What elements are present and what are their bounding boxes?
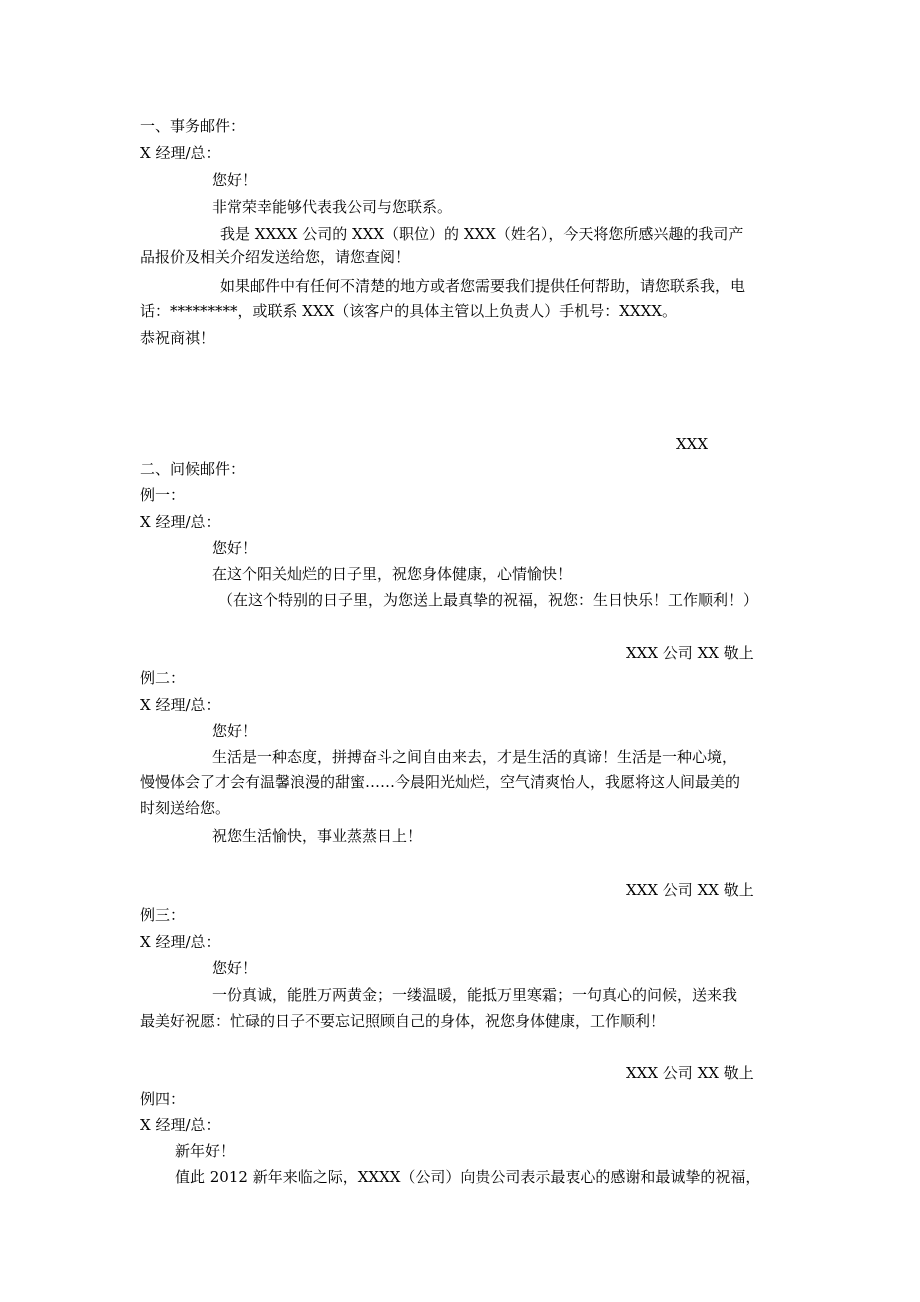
salutation: X 经理/总： (140, 696, 221, 714)
greeting: 您好！ (212, 959, 258, 977)
example-label: 例三： (140, 906, 186, 924)
salutation: X 经理/总： (140, 513, 221, 531)
paragraph: 品报价及相关介绍发送给您，请您查阅！ (140, 248, 411, 266)
example-label: 例二： (140, 669, 186, 687)
section-heading: 一、事务邮件： (140, 117, 246, 135)
example-label: 例一： (140, 486, 186, 504)
signature: XXX 公司 XX 敬上 (626, 881, 754, 899)
salutation: X 经理/总： (140, 933, 221, 951)
greeting: 您好！ (212, 722, 258, 740)
paragraph: 非常荣幸能够代表我公司与您联系。 (212, 198, 453, 216)
signature: XXX 公司 XX 敬上 (626, 1064, 754, 1082)
paragraph: 值此 2012 新年来临之际，XXXX（公司）向贵公司表示最衷心的感谢和最诚挚的祝福， (175, 1168, 761, 1186)
paragraph: 一份真诚，能胜万两黄金；一缕温暖，能抵万里寒霜；一句真心的问候，送来我 (212, 986, 738, 1004)
greeting: 您好！ (212, 539, 258, 557)
salutation: X 经理/总： (140, 144, 221, 162)
paragraph: 在这个阳关灿烂的日子里，祝您身体健康，心情愉快！ (212, 565, 573, 583)
greeting: 您好！ (212, 171, 258, 189)
paragraph: 我是 XXXX 公司的 XXX（职位）的 XXX（姓名），今天将您所感兴趣的我司产 (220, 225, 744, 243)
paragraph: 祝您生活愉快，事业蒸蒸日上！ (212, 827, 423, 845)
paragraph: 如果邮件中有任何不清楚的地方或者您需要我们提供任何帮助，请您联系我，电 (220, 277, 746, 295)
paragraph: 最美好祝愿：忙碌的日子不要忘记照顾自己的身体，祝您身体健康，工作顺利！ (140, 1012, 666, 1030)
paragraph: （在这个特别的日子里，为您送上最真挚的祝福，祝您：生日快乐！工作顺利！） (218, 591, 759, 609)
signature: XXX 公司 XX 敬上 (626, 644, 754, 662)
paragraph: 时刻送给您。 (140, 799, 231, 817)
example-label: 例四： (140, 1090, 186, 1108)
greeting: 新年好！ (175, 1142, 236, 1160)
paragraph: 慢慢体会了才会有温馨浪漫的甜蜜……今晨阳光灿烂，空气清爽怡人，我愿将这人间最美的 (140, 773, 741, 791)
salutation: X 经理/总： (140, 1116, 221, 1134)
closing: 恭祝商祺！ (140, 329, 216, 347)
signature: XXX (676, 435, 709, 453)
paragraph: 生活是一种态度，拼搏奋斗之间自由来去，才是生活的真谛！生活是一种心境， (212, 748, 738, 766)
section-heading: 二、问候邮件： (140, 460, 246, 478)
paragraph: 话：*********，或联系 XXX（该客户的具体主管以上负责人）手机号：XXXX。 (140, 302, 678, 320)
